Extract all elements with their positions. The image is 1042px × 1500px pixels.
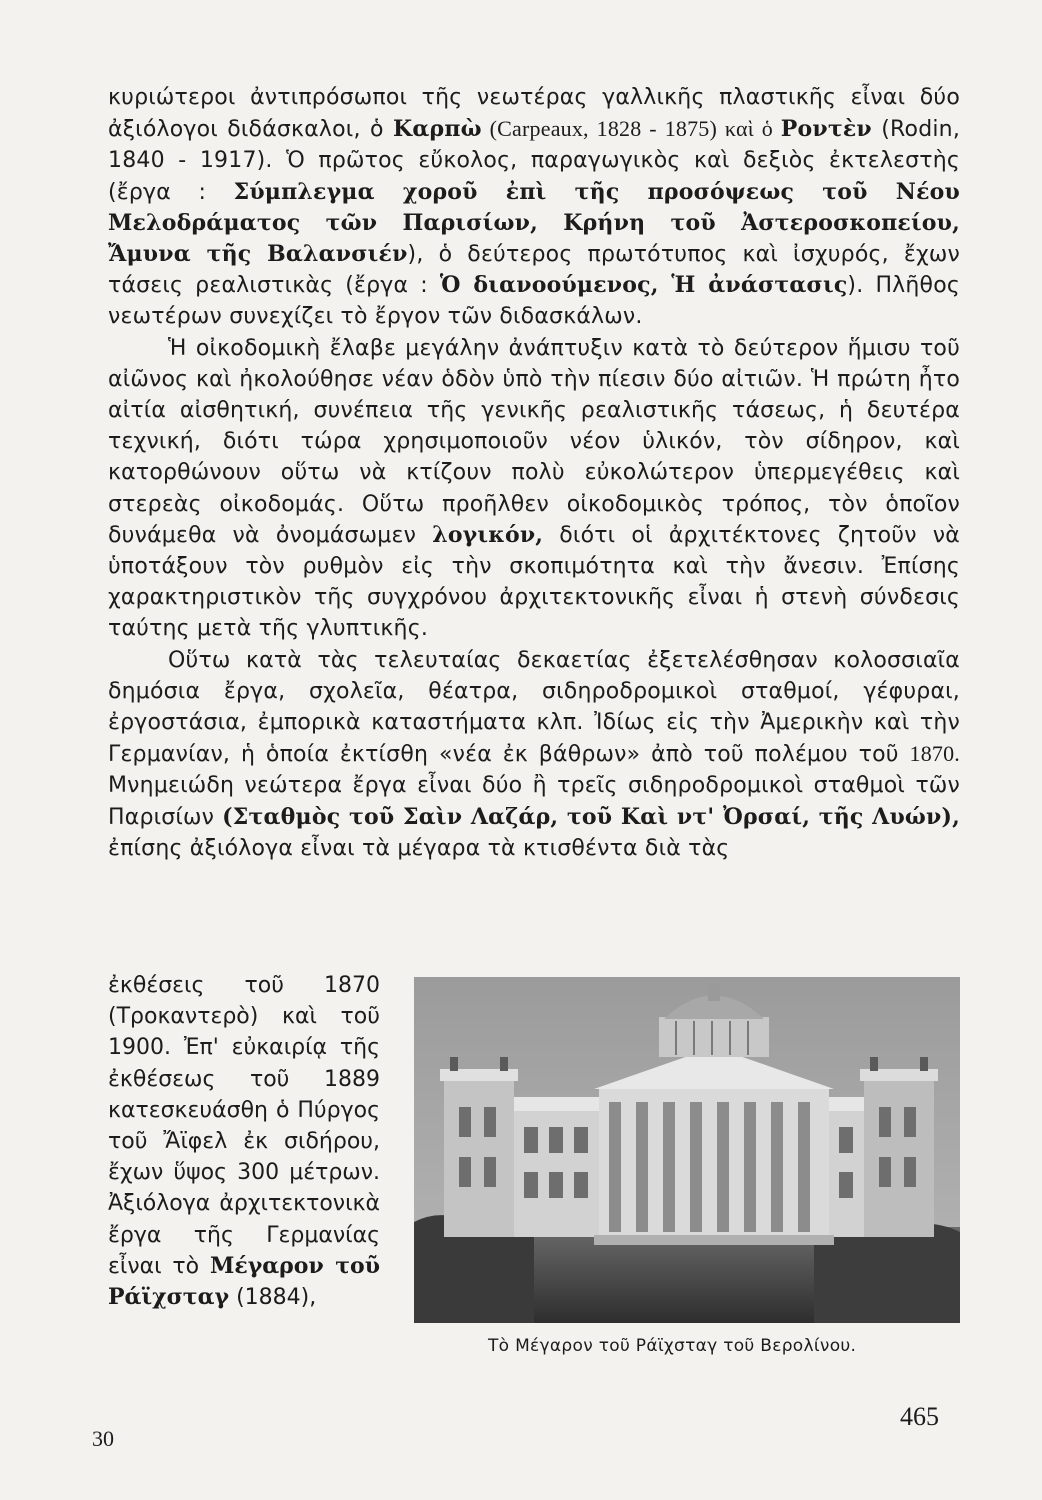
reichstag-photo — [414, 977, 960, 1323]
text-run: Οὕτω κατὰ τὰς τελευταίας δεκαετίας ἐξετελέσθησαν κολοσσιαῖα δημόσια ἔργα, σχολεῖα, θέατρα, σιδηροδρομικοὶ σταθμοί, γέφυραι, ἐργοστάσια, ἐμπορικὰ καταστήματα κλπ. Ἰδίως εἰς τὴν Ἀμερικὴν καὶ τὴν Γερμανίαν, ἡ ὁποία ἐκτίσθη «νέα ἐκ βάθρων» ἀπὸ τοῦ πολέμου τοῦ — [108, 647, 960, 768]
text-run: (1884), — [229, 1285, 317, 1311]
text-run: κυριώτεροι ἀντιπρόσωποι τῆς νεωτέρας γαλλικῆς πλαστικῆς εἶναι δύο ἀξιόλογοι διδάσκαλοι, ὁ — [108, 85, 960, 143]
text-run: Ἡ οἰκοδομικὴ ἔλαβε μεγάλην ἀνάπτυξιν κατὰ τὸ δεύτερον ἥμισυ τοῦ αἰῶνος καὶ ἠκολούθησε νέαν ὁδὸν ὑπὸ τὴν πίεσιν δύο αἰτιῶν. Ἡ πρώτη ἦτο αἰτία αἰσθητική, συνέπεια τῆς γενικῆς ρεαλιστικῆς τάσεως, ἡ δευτέρα τεχνική, διότι τώρα χρησιμοποιοῦν νέον ὑλικόν, τὸν σίδηρον, καὶ κατορθώνουν οὕτω νὰ κτίζουν πολὺ εὐκολώτερον ὑπερμεγέθεις καὶ στερεὰς οἰκοδομάς. Οὕτω προῆλθεν οἰκοδομικὸς τρόπος, τὸν ὁποῖον δυνάμεθα νὰ ὀνομάσωμεν — [108, 335, 960, 548]
margin-page-number: 30 — [92, 1426, 114, 1451]
paragraph-sculpture — [108, 82, 960, 333]
text-run: διότι οἱ ἀρχιτέκτονες ζητοῦν νὰ ὑποτάξουν τὸν ρυθμὸν εἰς τὴν σκοπιμότητα καὶ τὴν ἄνεσιν. Ἐπίσης χαρακτηριστικὸν τῆς συγχρόνου ἀρχιτεκτονικῆς εἶναι ἡ στενὴ σύνδεσις ταύτης μετὰ τῆς γλυπτικῆς. — [108, 522, 960, 642]
text-run: ). Πλῆθος νεωτέρων συνεχίζει τὸ ἔργον τῶν διδασκάλων. — [108, 273, 960, 330]
page-number: 465 — [900, 1402, 939, 1431]
reichstag-illustration — [414, 977, 960, 1323]
text-run: ἐπίσης ἀξιόλογα εἶναι τὰ μέγαρα τὰ κτισθέντα διὰ τὰς — [108, 835, 730, 861]
works-rodin: Ὁ διανοούμενος, Ἡ ἀνάστασις — [439, 272, 848, 299]
main-text — [108, 82, 960, 864]
wrapped-text-column — [108, 970, 380, 1313]
text-run: ), ὁ δεύτερος πρωτότυπος καὶ ἰσχυρός, ἔχων τάσεις ρεαλιστικὰς (ἔργα : — [108, 242, 960, 299]
term-logical: λογικόν, — [432, 521, 544, 548]
name-rodin: Ροντὲν — [780, 116, 872, 143]
text-run: ἐκθέσεις τοῦ 1870 (Τροκαντερὸ) καὶ τοῦ 1900. Ἐπ' εὐκαιρίᾳ τῆς ἐκθέσεως τοῦ 1889 κατεσκευάσθη ὁ Πύργος τοῦ Ἄϊφελ ἐκ σιδήρου, ἔχων ὕψος 300 μέτρων. Ἀξιόλογα ἀρχιτεκτονικὰ ἔργα τῆς Γερμανίας εἶναι τὸ — [108, 973, 380, 1279]
name-carpeaux: Καρπὼ — [393, 116, 482, 143]
year-1870: 1870. — [909, 741, 960, 767]
paragraph-public-works — [108, 645, 960, 864]
text-run: (Rodin, 1840 - 1917). Ὁ πρῶτος εὔκολος, παραγωγικὸς καὶ δεξιὸς ἐκτελεστὴς (ἔργα : — [108, 117, 961, 205]
text-run: (Carpeaux, 1828 - 1875) καὶ ὁ — [481, 116, 781, 142]
figure-caption: Τὸ Μέγαρον τοῦ Ράϊχσταγ τοῦ Βερολίνου. — [488, 1336, 857, 1356]
paragraph-exhibitions — [108, 970, 380, 1313]
paragraph-architecture — [108, 333, 960, 645]
paris-stations: (Σταθμὸς τοῦ Σαὶν Λαζάρ, τοῦ Καὶ ντ' Ὀρσαί, τῆς Λυών), — [222, 803, 960, 830]
text-run: Μνημειώδη νεώτερα ἔργα εἶναι δύο ἢ τρεῖς σιδηροδρομικοὶ σταθμοὶ τῶν Παρισίων — [108, 773, 960, 830]
name-reichstag: Μέγαρον τοῦ Ράϊχσταγ — [108, 1252, 380, 1311]
works-carpeaux: Σύμπλεγμα χοροῦ ἐπὶ τῆς προσόψεως τοῦ Νέου Μελοδράματος τῶν Παρισίων, Κρήνη τοῦ Ἀστεροσκοπείου, Ἄμυνα τῆς Βαλανσιέν — [108, 178, 960, 268]
